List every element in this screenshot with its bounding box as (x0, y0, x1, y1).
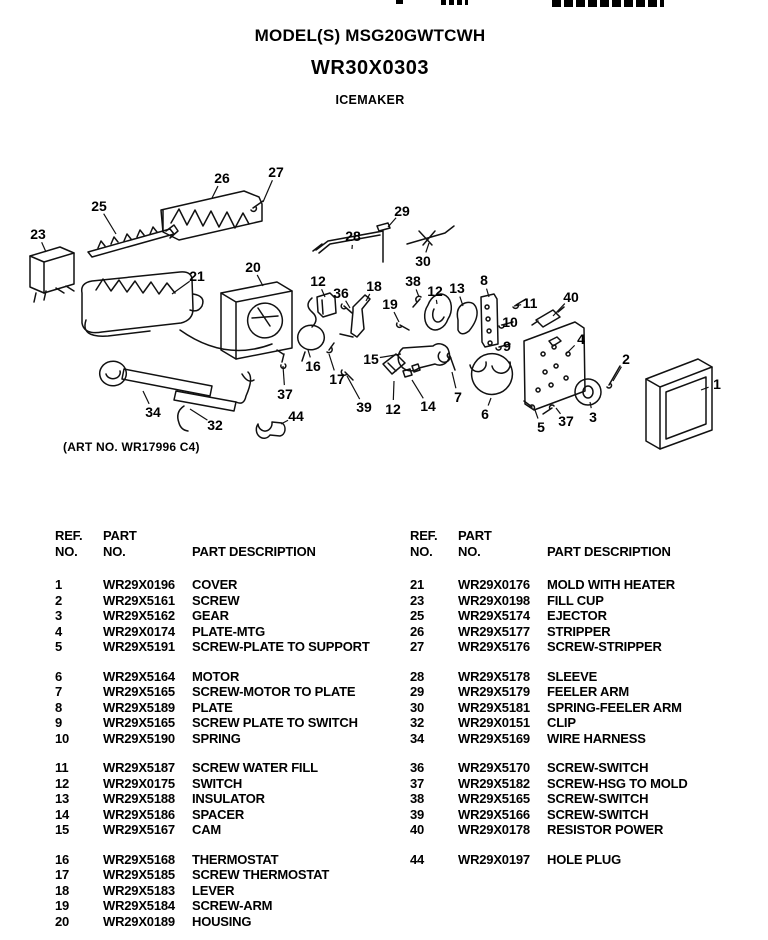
part-outline (457, 302, 477, 333)
callout-leader-line (613, 367, 621, 381)
table-header (410, 528, 688, 559)
ref-no-cell: 25 (410, 608, 425, 623)
art-number-note: (ART NO. WR17996 C4) (63, 440, 200, 454)
ref-header: REF. (410, 528, 438, 543)
callout-number: 25 (91, 198, 107, 214)
description-cell: SCREW-PLATE TO SUPPORT (192, 639, 370, 654)
ref-no-cell: 8 (55, 699, 63, 715)
table-row (410, 760, 688, 776)
table-row (410, 791, 688, 807)
callout-number: 15 (363, 351, 379, 367)
callout-number: 11 (522, 295, 538, 311)
assembly-part-number: WR30X0303 (311, 57, 429, 79)
ref-no-cell: 6 (55, 668, 63, 684)
cutoff-text-fragment (441, 0, 468, 5)
part-no-cell: WR29X5182 (458, 775, 530, 791)
ref-no-cell: 23 (410, 592, 425, 608)
description-cell: SPRING (192, 730, 241, 746)
part-no-cell: WR29X5164 (103, 668, 175, 684)
description-cell: SCREW-HSG TO MOLD (547, 775, 688, 791)
table-row (410, 684, 688, 700)
table-row (55, 731, 370, 747)
callout-leader-line (426, 243, 429, 252)
callout-number: 2 (622, 351, 630, 367)
part-no-cell: WR29X0197 (458, 851, 530, 867)
table-row (55, 577, 370, 593)
ref-no-cell: 15 (55, 822, 70, 837)
part-outline (341, 304, 352, 313)
parts-group (410, 577, 688, 655)
part-outline (174, 391, 236, 411)
callout-number: 32 (207, 417, 223, 433)
description-cell: SCREW-SWITCH (547, 806, 649, 822)
part-outline (34, 286, 74, 302)
description-cell: SCREW-ARM (192, 898, 273, 913)
part-no-cell: WR29X0175 (103, 775, 175, 791)
description-cell: GEAR (192, 608, 229, 623)
part-outline (171, 209, 249, 228)
part-outline (327, 343, 334, 353)
ref-no-cell: 26 (410, 623, 425, 639)
part-no-cell: WR29X5162 (103, 608, 175, 623)
table-row (55, 883, 370, 899)
callout-leader-line (488, 398, 491, 406)
callout-leader-line (257, 275, 263, 286)
description-cell: FEELER ARM (547, 684, 630, 699)
part-no-cell: WR29X5183 (103, 882, 175, 898)
model-heading: MODEL(S) MSG20GWTCWH (254, 26, 486, 45)
description-cell: COVER (192, 577, 238, 592)
part-no-header: NO. (458, 543, 481, 559)
ref-no-cell: 5 (55, 639, 63, 654)
part-outline (397, 323, 409, 330)
callout-number: 8 (480, 272, 488, 288)
ref-header: NO. (410, 543, 433, 559)
table-row (55, 822, 370, 838)
part-no-cell: WR29X5186 (103, 806, 175, 822)
description-cell: PLATE (192, 699, 233, 715)
part-outline (549, 337, 561, 346)
ref-no-cell: 32 (410, 715, 425, 730)
table-row (410, 700, 688, 716)
table-row (410, 731, 688, 747)
table-row (55, 898, 370, 914)
table-row (410, 577, 688, 593)
callout-number: 37 (277, 386, 293, 402)
description-cell: HOLE PLUG (547, 851, 622, 867)
description-cell: EJECTOR (547, 608, 607, 623)
header-line-2 (410, 544, 688, 560)
parts-group (410, 852, 688, 868)
table-row (55, 776, 370, 792)
part-outline (413, 296, 421, 307)
description-cell: SCREW-SWITCH (547, 760, 649, 775)
ref-no-cell: 30 (410, 699, 425, 715)
ref-header: REF. (55, 528, 83, 543)
ref-no-cell: 36 (410, 760, 425, 775)
part-no-cell: WR29X5174 (458, 608, 530, 623)
description-cell: HOUSING (192, 913, 252, 929)
part-no-cell: WR29X5168 (103, 851, 175, 867)
parts-group (55, 760, 370, 838)
description-cell: SCREW (192, 592, 240, 608)
part-no-cell: WR29X5166 (458, 806, 530, 822)
callout-leader-line (143, 391, 149, 404)
page-subtitle: ICEMAKER (335, 93, 405, 107)
callout-leader-line (212, 186, 218, 198)
description-cell: SPACER (192, 806, 245, 822)
callout-number: 10 (502, 314, 518, 330)
callout-number: 36 (333, 285, 349, 301)
part-outline (666, 377, 706, 439)
callout-number: 6 (481, 406, 489, 422)
callout-number: 14 (420, 398, 436, 414)
description-cell: FILL CUP (547, 592, 604, 608)
part-no-cell: WR29X0178 (458, 822, 530, 837)
ref-no-cell: 14 (55, 806, 70, 822)
callout-leader-line (590, 402, 591, 408)
table-row (55, 867, 370, 883)
callout-number: 20 (245, 259, 261, 275)
callout-leader-line (346, 301, 350, 308)
part-outline (100, 361, 127, 386)
description-cell: SCREW THERMOSTAT (192, 867, 330, 882)
callout-number: 16 (305, 358, 321, 374)
part-no-cell: WR29X5179 (458, 684, 530, 699)
table-row (410, 593, 688, 609)
table-row (55, 852, 370, 868)
ref-no-cell: 18 (55, 882, 70, 898)
part-outline (256, 422, 285, 438)
part-no-cell: WR29X5191 (103, 639, 175, 654)
callout-number: 38 (405, 273, 421, 289)
ref-no-cell: 1 (55, 577, 63, 592)
table-row (410, 624, 688, 640)
callout-leader-line (701, 387, 709, 390)
table-row (55, 684, 370, 700)
description-header: PART DESCRIPTION (547, 543, 671, 559)
description-cell: SCREW-STRIPPER (547, 639, 662, 654)
callout-number: 7 (454, 389, 462, 405)
parts-group (55, 669, 370, 747)
callout-number: 26 (214, 170, 230, 186)
description-cell: SWITCH (192, 775, 243, 791)
header-line-2 (55, 544, 370, 560)
callout-number: 12 (427, 283, 443, 299)
ref-no-cell: 28 (410, 668, 425, 684)
part-outline (407, 226, 454, 245)
ref-no-cell: 20 (55, 913, 70, 929)
part-header: PART (458, 528, 492, 543)
part-no-cell: WR29X0198 (458, 592, 530, 608)
callout-number: 5 (537, 419, 545, 435)
parts-group (410, 669, 688, 747)
part-outline (298, 325, 325, 350)
part-no-cell: WR29X5161 (103, 592, 175, 608)
part-outline (575, 379, 601, 405)
part-no-cell: WR29X5190 (103, 730, 175, 746)
ref-no-cell: 3 (55, 608, 63, 623)
description-cell: STRIPPER (547, 623, 611, 639)
callout-leader-line (514, 305, 521, 306)
ref-no-cell: 9 (55, 715, 63, 730)
ref-header: NO. (55, 543, 78, 559)
table-row (55, 593, 370, 609)
description-cell: CLIP (547, 715, 576, 730)
part-no-cell: WR29X5167 (103, 822, 175, 837)
description-cell: SCREW WATER FILL (192, 760, 318, 775)
callout-leader-line (104, 214, 116, 234)
part-outline (122, 369, 212, 396)
callout-leader-line (388, 218, 396, 227)
part-no-cell: WR29X5165 (458, 791, 530, 806)
part-outline (236, 372, 254, 403)
description-cell: SLEEVE (547, 668, 598, 684)
part-outline (472, 354, 513, 395)
callout-number: 12 (310, 273, 326, 289)
parts-list-left-column (55, 528, 370, 940)
part-outline (398, 344, 450, 371)
callout-number: 37 (558, 413, 574, 429)
part-no-cell: WR29X5177 (458, 623, 530, 639)
callout-leader-line (190, 409, 207, 420)
table-row (55, 807, 370, 823)
description-cell: SCREW-MOTOR TO PLATE (192, 684, 356, 699)
callout-number: 34 (145, 404, 161, 420)
part-no-cell: WR29X5185 (103, 867, 175, 882)
part-no-cell: WR29X0174 (103, 623, 175, 639)
table-row (55, 639, 370, 655)
table-row (55, 669, 370, 685)
callout-leader-line (436, 300, 437, 304)
description-cell: LEVER (192, 882, 235, 898)
callout-number: 30 (415, 253, 431, 269)
part-outline (425, 294, 452, 330)
ref-no-cell: 27 (410, 639, 425, 654)
callout-number: 29 (394, 203, 410, 219)
table-row (55, 914, 370, 930)
description-header: PART DESCRIPTION (192, 543, 316, 559)
ref-no-cell: 13 (55, 791, 70, 806)
ref-no-cell: 11 (55, 760, 69, 775)
callout-number: 28 (345, 228, 361, 244)
callout-leader-line (553, 304, 565, 316)
part-no-cell: WR29X5176 (458, 639, 530, 654)
callout-number: 27 (268, 164, 284, 180)
ref-no-cell: 7 (55, 684, 63, 699)
table-row (410, 669, 688, 685)
part-outline (252, 308, 278, 326)
part-outline (251, 201, 263, 211)
part-no-cell: WR29X5189 (103, 699, 175, 715)
callout-number: 21 (189, 268, 205, 284)
ref-no-cell: 17 (55, 867, 70, 882)
description-cell: INSULATOR (192, 791, 265, 806)
ref-no-cell: 40 (410, 822, 425, 837)
part-outline (646, 367, 712, 449)
part-no-cell: WR29X0189 (103, 913, 175, 929)
callout-leader-line (281, 420, 288, 424)
ref-no-cell: 21 (410, 577, 425, 592)
callout-leader-line (308, 350, 310, 357)
callout-number: 40 (563, 289, 579, 305)
description-cell: PLATE-MTG (192, 623, 266, 639)
callout-number: 13 (449, 280, 465, 296)
callout-number: 1 (713, 376, 721, 392)
part-no-cell: WR29X5169 (458, 730, 530, 746)
description-cell: SPRING-FEELER ARM (547, 699, 682, 715)
cutoff-text-fragment (552, 0, 664, 7)
part-outline (248, 303, 283, 338)
table-row (410, 852, 688, 868)
description-cell: CAM (192, 822, 222, 837)
table-row (410, 608, 688, 624)
table-row (410, 639, 688, 655)
parts-list-right-column (410, 528, 688, 881)
part-no-cell: WR29X0196 (103, 577, 175, 592)
ref-no-cell: 29 (410, 684, 425, 699)
part-no-cell: WR29X5188 (103, 791, 175, 806)
callout-number: 19 (382, 296, 398, 312)
callout-leader-line (412, 380, 423, 398)
description-cell: MOLD WITH HEATER (547, 577, 675, 592)
part-outline (180, 330, 272, 350)
ref-no-cell: 34 (410, 730, 425, 746)
part-no-cell: WR29X0151 (458, 715, 530, 730)
part-no-cell: WR29X5165 (103, 715, 175, 730)
table-row (410, 715, 688, 731)
ref-no-cell: 44 (410, 851, 425, 867)
part-outline (646, 359, 712, 449)
ref-no-cell: 4 (55, 623, 63, 639)
ref-no-cell: 16 (55, 851, 70, 867)
part-no-cell: WR29X5170 (458, 760, 530, 775)
part-outline (351, 295, 370, 337)
table-row (410, 807, 688, 823)
part-no-cell: WR29X5178 (458, 668, 530, 684)
callout-leader-line (535, 410, 538, 419)
description-cell: THERMOSTAT (192, 851, 279, 867)
callout-leader-line (172, 281, 190, 294)
callout-number: 18 (366, 278, 382, 294)
part-outline (98, 227, 157, 248)
part-outline (96, 279, 175, 294)
description-cell: SCREW-SWITCH (547, 791, 649, 806)
callout-number: 17 (329, 371, 345, 387)
callout-leader-line (394, 312, 399, 322)
description-cell: MOTOR (192, 668, 240, 684)
callout-number: 23 (30, 226, 46, 242)
callout-number: 12 (385, 401, 401, 417)
exploded-parts-diagram (0, 140, 768, 470)
callout-number: 44 (288, 408, 304, 424)
description-cell: WIRE HARNESS (547, 730, 646, 746)
part-outline (536, 345, 570, 392)
part-no-cell: WR29X5187 (103, 760, 175, 775)
ref-no-cell: 10 (55, 730, 70, 746)
ref-no-cell: 2 (55, 592, 63, 608)
table-row (410, 822, 688, 838)
ref-no-cell: 39 (410, 806, 425, 822)
part-no-cell: WR29X5165 (103, 684, 175, 699)
part-outline (340, 334, 353, 337)
part-outline (277, 350, 286, 368)
description-cell: SCREW PLATE TO SWITCH (192, 715, 358, 730)
header-line-1 (55, 528, 370, 544)
table-row (55, 760, 370, 776)
ref-no-cell: 38 (410, 791, 425, 806)
part-no-cell: WR29X0176 (458, 577, 530, 592)
table-row (55, 715, 370, 731)
callout-number: 4 (577, 331, 585, 347)
parts-group (55, 852, 370, 930)
callout-leader-line (452, 372, 456, 388)
parts-group (55, 577, 370, 655)
parts-group (410, 760, 688, 838)
callout-leader-line (42, 242, 46, 252)
part-no-header: NO. (103, 543, 126, 559)
header-line-1 (410, 528, 688, 544)
callout-leader-line (393, 381, 394, 400)
callout-leader-line (263, 180, 272, 202)
callout-number: 39 (356, 399, 372, 415)
part-no-cell: WR29X5181 (458, 699, 530, 715)
part-outline (607, 366, 620, 388)
part-header: PART (103, 528, 137, 543)
table-row (55, 791, 370, 807)
table-row (55, 624, 370, 640)
cutoff-text-fragment (396, 0, 403, 4)
ref-no-cell: 12 (55, 775, 70, 791)
ref-no-cell: 37 (410, 775, 425, 791)
part-outline (82, 272, 193, 333)
callout-number: 3 (589, 409, 597, 425)
table-header (55, 528, 370, 559)
part-outline (485, 305, 492, 345)
description-cell: RESISTOR POWER (547, 822, 664, 837)
table-row (55, 608, 370, 624)
callout-number: 9 (503, 338, 511, 354)
ref-no-cell: 19 (55, 898, 70, 913)
callout-leader-line (329, 354, 334, 370)
table-row (410, 776, 688, 792)
part-outline (178, 406, 188, 431)
table-row (55, 700, 370, 716)
part-no-cell: WR29X5184 (103, 898, 175, 913)
